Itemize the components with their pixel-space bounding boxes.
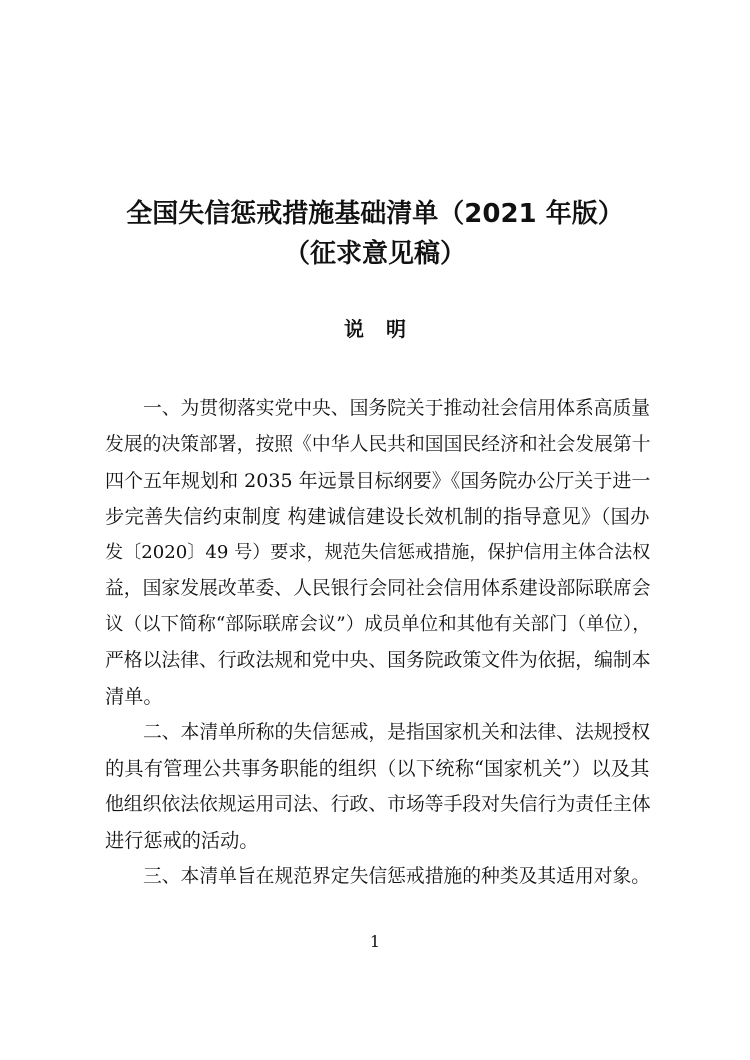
section-heading: 说明 [344,317,428,341]
paragraph-1-line-9: 清单。 [105,685,163,708]
paragraph-1-line-8: 严格以法律、行政法规和党中央、国务院政策文件为依据，编制本 [105,650,651,671]
paragraph-1-line-7: 议（以下简称“部际联席会议”）成员单位和其他有关部门（单位）， [105,614,651,635]
paragraph-1-line-6: 益，国家发展改革委、人民银行会同社会信用体系建设部际联席会 [105,578,651,599]
paragraph-1-line-4: 步完善失信约束制度 构建诚信建设长效机制的指导意见》（国办 [105,505,650,528]
paragraph-3-line-1: 三、本清单旨在规范界定失信惩戒措施的种类及其适用对象。 [143,866,651,887]
paragraph-1-line-3: 四个五年规划和 2035 年远景目标纲要》《国务院办公厅关于进一 [105,470,651,492]
paragraph-2-line-3: 他组织依法依规运用司法、行政、市场等手段对失信行为责任主体 [105,794,651,815]
paragraph-2-line-2: 的具有管理公共事务职能的组织（以下统称“国家机关”）以及其 [105,757,650,780]
paragraph-1-line-2: 发展的决策部署，按照《中华人民共和国国民经济和社会发展第十 [105,434,651,455]
paragraph-1-line-1: 一、为贯彻落实党中央、国务院关于推动社会信用体系高质量 [143,398,651,419]
paragraph-2-line-4: 进行惩戒的活动。 [105,829,259,852]
document-title: 全国失信惩戒措施基础清单（2021 年版） [126,199,624,229]
page-number: 1 [369,932,381,951]
paragraph-2-line-1: 二、本清单所称的失信惩戒，是指国家机关和法律、法规授权 [143,722,651,743]
paragraph-1-line-5: 发〔2020〕49 号）要求，规范失信惩戒措施，保护信用主体合法权 [105,542,651,563]
document-subtitle: （征求意见稿） [283,239,466,269]
